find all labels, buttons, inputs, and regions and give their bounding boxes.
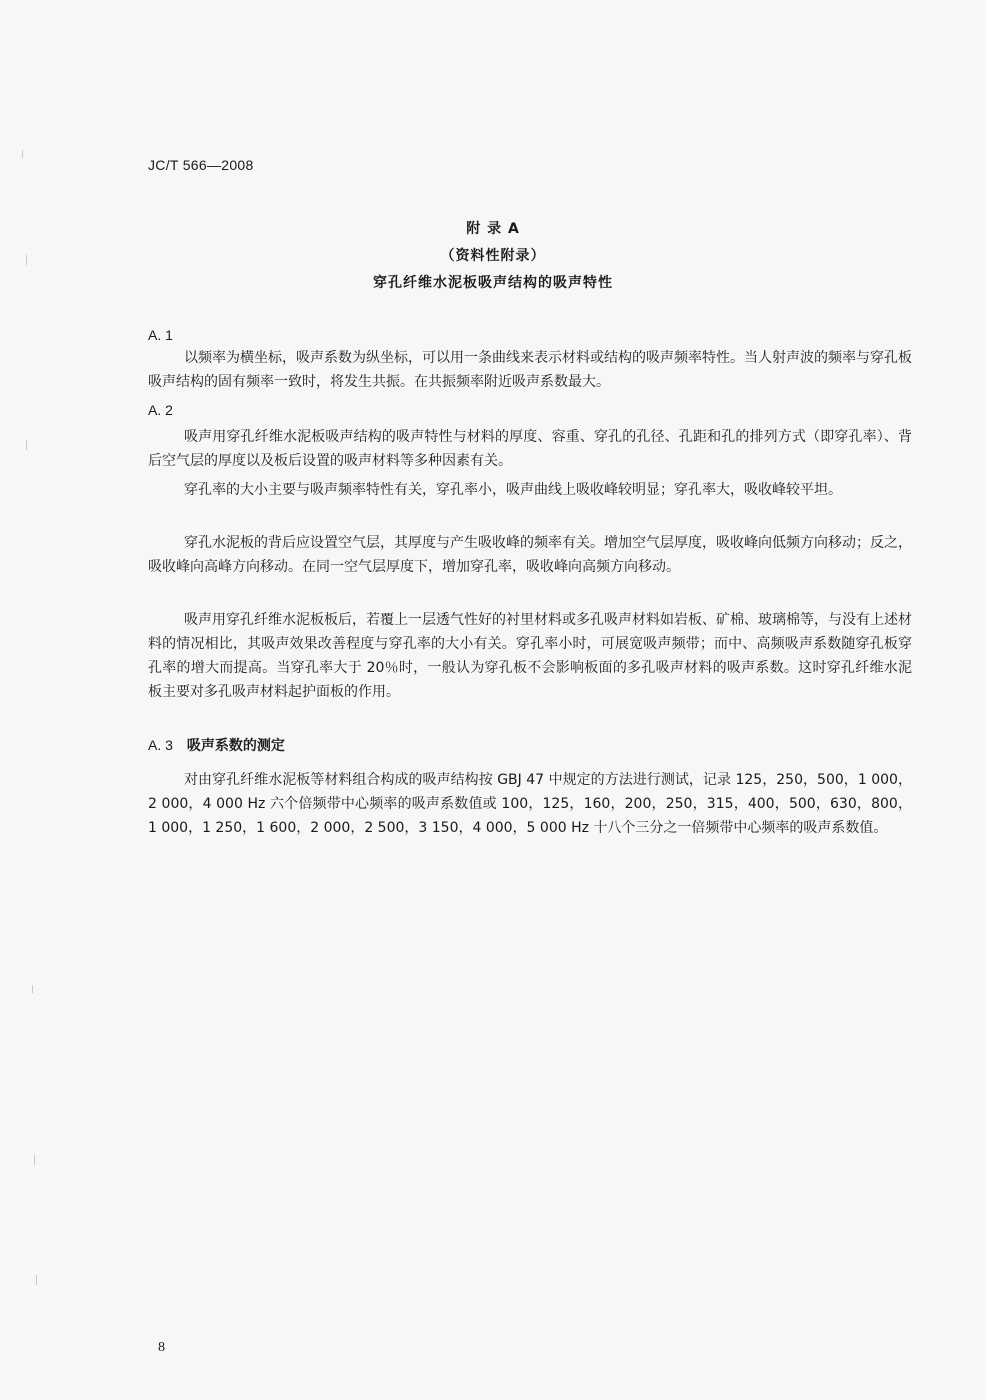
scan-artifact — [32, 985, 33, 993]
section-a3-title-text: 吸声系数的测定 — [186, 738, 285, 754]
scan-artifact — [34, 1155, 35, 1165]
section-a2-paragraph-2: 穿孔率的大小主要与吸声频率特性有关，穿孔率小，吸声曲线上吸收峰较明显；穿孔率大，吸收峰较平坦。 — [184, 482, 842, 498]
scan-artifact — [26, 440, 27, 450]
section-a3-paragraph: 对由穿孔纤维水泥板等材料组合构成的吸声结构按 GBJ 47 中规定的方法进行测试，记录 125，250，500，1 000，2 000，4 000 Hz 六个倍频带中心频率的吸声系数值或 100，125，160，200，250，315，400，500，630，800，1 000，1 250，1 600，2 000，2 500，3 150，4 000，5 000 Hz 十八个三分之一倍频带中心频率的吸声系数值。 — [148, 772, 912, 836]
appendix-title: 附 录 A — [466, 221, 520, 237]
standard-number: JC/T 566—2008 — [148, 157, 254, 173]
page-number: 8 — [158, 1340, 165, 1355]
scan-artifact — [36, 1275, 37, 1285]
section-a2-paragraph-3: 穿孔水泥板的背后应设置空气层，其厚度与产生吸收峰的频率有关。增加空气层厚度，吸收峰向低频方向移动；反之，吸收峰向高峰方向移动。在同一空气层厚度下，增加穿孔率，吸收峰向高频方向移动。 — [148, 535, 912, 575]
section-a2-paragraph-1: 吸声用穿孔纤维水泥板吸声结构的吸声特性与材料的厚度、容重、穿孔的孔径、孔距和孔的排列方式（即穿孔率）、背后空气层的厚度以及板后设置的吸声材料等多种因素有关。 — [148, 429, 912, 469]
section-a1-label: A. 1 — [148, 327, 173, 343]
section-a1-paragraph: 以频率为横坐标，吸声系数为纵坐标，可以用一条曲线来表示材料或结构的吸声频率特性。当人射声波的频率与穿孔板吸声结构的固有频率一致时，将发生共振。在共振频率附近吸声系数最大。 — [148, 350, 912, 390]
section-a3-title — [148, 735, 285, 755]
scan-artifact — [22, 150, 23, 158]
section-a2-paragraph-4: 吸声用穿孔纤维水泥板板后，若覆上一层透气性好的衬里材料或多孔吸声材料如岩板、矿棉、玻璃棉等，与没有上述材料的情况相比，其吸声效果改善程度与穿孔率的大小有关。穿孔率小时，可展宽吸声频带；而中、高频吸声系数随穿孔板穿孔率的增大而提高。当穿孔率大于 20％时，一般认为穿孔板不会影响板面的多孔吸声材料的吸声系数。这时穿孔纤维水泥板主要对多孔吸声材料起护面板的作用。 — [148, 612, 912, 700]
section-a3-number: A. 3 — [148, 737, 173, 753]
appendix-heading: 穿孔纤维水泥板吸声结构的吸声特性 — [373, 275, 613, 291]
appendix-subtitle: （资料性附录） — [440, 248, 546, 264]
section-a2-label: A. 2 — [148, 402, 173, 418]
